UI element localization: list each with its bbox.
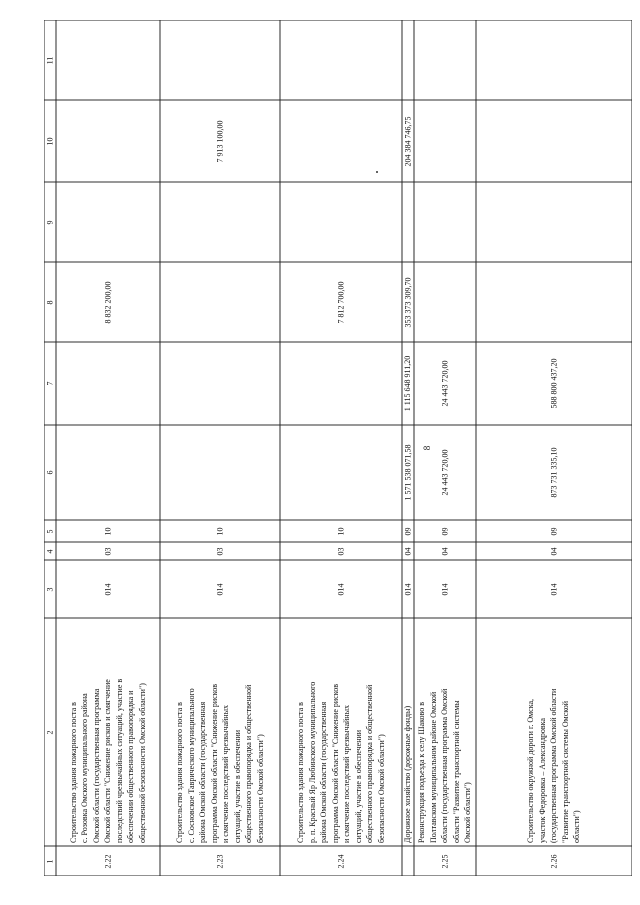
cell-c6: [402, 425, 414, 520]
cell-c7: [476, 342, 632, 425]
row-number-text: 2.26: [549, 854, 559, 868]
cell-c5-text: 10: [103, 527, 113, 535]
row-number-text: 2.24: [336, 854, 346, 868]
cell-c8: [56, 262, 160, 342]
cell-c10: [160, 100, 280, 182]
cell-c5: [476, 520, 632, 542]
cell-c3: [280, 560, 402, 618]
cell-c10-text: 7 913 100,00: [215, 120, 225, 162]
header-col-2: [44, 618, 56, 846]
cell-c4-text: 03: [336, 547, 346, 555]
header-col-5: [44, 520, 56, 542]
cell-c4: [476, 542, 632, 560]
cell-c4-text: 03: [215, 547, 225, 555]
header-col-8: [44, 262, 56, 342]
header-col-10-text: 10: [45, 137, 55, 145]
row-description: [282, 621, 400, 843]
header-col-9: [44, 182, 56, 262]
cell-c3-text: 014: [215, 583, 225, 595]
row-number: [160, 846, 280, 876]
row-description: [416, 621, 474, 843]
cell-c4: [56, 542, 160, 560]
budget-table: [44, 20, 632, 876]
header-col-3-text: 3: [45, 587, 55, 591]
cell-c3: [402, 560, 414, 618]
cell-c3-text: 014: [336, 583, 346, 595]
cell-c7-text: 24 443 720,00: [440, 360, 450, 407]
header-col-4-text: 4: [45, 549, 55, 553]
row-number: [414, 846, 476, 876]
cell-c4: [280, 542, 402, 560]
row-description-text: Строительство здания пожарного поста в р. п. Красный Яр Любинского муниципального района Омской области (государственная программа Омской области "Снижение рисков и смягчение последствий чрезвычайных ситуаций, участие в обеспечении общественного правопорядка и общественной безопасности Омской области"): [296, 681, 386, 843]
header-col-11-text: 11: [45, 56, 55, 64]
header-col-1: [44, 846, 56, 876]
cell-c5-text: 09: [403, 527, 413, 535]
cell-c6: [476, 425, 632, 520]
cell-c8-text: 8 832 200,00: [103, 281, 113, 323]
header-col-7-text: 7: [45, 381, 55, 386]
row-number: [56, 846, 160, 876]
cell-c3: [414, 560, 476, 618]
header-col-5-text: 5: [45, 529, 55, 533]
cell-c7: [402, 342, 414, 425]
cell-c4-text: 04: [549, 547, 559, 555]
row-description: [162, 621, 278, 843]
cell-c10: [402, 100, 414, 182]
header-col-2-text: 2: [45, 730, 55, 734]
cell-c7-text: 588 800 437,20: [549, 358, 559, 409]
header-col-11: [44, 20, 56, 100]
cell-c7: [414, 342, 476, 425]
row-number-text: 2.25: [440, 854, 450, 868]
cell-c6-text: 1 571 538 071,58: [403, 444, 413, 501]
cell-c3-text: 014: [440, 583, 450, 595]
cell-c5: [160, 520, 280, 542]
cell-c5-text: 10: [336, 527, 346, 535]
row-description-text: Строительство окружной дороги г. Омска, участок Федоровка – Александровка (государственная программа Омской области "Развитие транспортной системы Омской области"): [526, 688, 582, 843]
cell-c10-text: 204 384 746,75: [403, 116, 413, 166]
cell-c4-text: 03: [103, 547, 113, 555]
cell-c5: [414, 520, 476, 542]
cell-c5-text: 09: [549, 527, 559, 535]
header-col-10: [44, 100, 56, 182]
cell-c6-text: 873 731 335,10: [549, 447, 559, 498]
cell-c3-text: 014: [403, 583, 413, 595]
row-description: [58, 621, 158, 843]
header-col-4: [44, 542, 56, 560]
cell-c4: [414, 542, 476, 560]
row-description-text: Реконструкция подъезда к селу Шаково в Полтавском муниципальном районе Омской области (государственная программа Омской области "Развитие транспортной системы Омской области"): [417, 688, 473, 843]
header-col-6: [44, 425, 56, 520]
cell-c3: [476, 560, 632, 618]
header-col-9-text: 9: [45, 220, 55, 224]
row-description-text: Дорожное хозяйство (дорожные фонды): [403, 705, 413, 843]
row-number-text: 2.23: [215, 854, 225, 868]
scan-speck: [376, 171, 378, 173]
row-number: [476, 846, 632, 876]
row-number: [280, 846, 402, 876]
cell-c5: [402, 520, 414, 542]
row-description: [404, 621, 412, 843]
cell-c3-text: 014: [103, 583, 113, 595]
cell-c4: [160, 542, 280, 560]
cell-c5-text: 09: [440, 527, 450, 535]
cell-c3: [160, 560, 280, 618]
row-description-text: Строительство здания пожарного поста в с. Розовка Омского муниципального района Омской области (государственная программа Омской области "Снижение рисков и смягчение последствий чрезвычайных ситуаций, участие в обеспечении общественного правопорядка и общественной безопасности Омской области"): [68, 678, 147, 843]
cell-c7-text: 1 115 648 911,20: [403, 355, 413, 412]
cell-c8-text: 7 812 700,00: [336, 281, 346, 323]
cell-c6-text: 24 443 720,00: [440, 449, 450, 496]
cell-c3: [56, 560, 160, 618]
header-col-1-text: 1: [45, 859, 55, 863]
cell-c8-text: 353 373 309,70: [403, 277, 413, 327]
header-col-3: [44, 560, 56, 618]
cell-c8: [402, 262, 414, 342]
row-description-text: Строительство здания пожарного поста в с. Сосновское Таврического муниципального района Омской области (государственная программа Омской области "Снижение рисков и смягчение последствий чрезвычайных ситуаций, участие в обеспечении общественного правопорядка и общественной безопасности Омской области"): [175, 684, 265, 843]
cell-c6: [414, 425, 476, 520]
header-col-6-text: 6: [45, 470, 55, 475]
cell-c4-text: 04: [403, 547, 413, 555]
cell-c5-text: 10: [215, 527, 225, 535]
header-col-8-text: 8: [45, 300, 55, 304]
cell-c3-text: 014: [549, 583, 559, 595]
cell-c4: [402, 542, 414, 560]
cell-c5: [56, 520, 160, 542]
cell-c4-text: 04: [440, 547, 450, 555]
row-description: [478, 621, 630, 843]
header-col-7: [44, 342, 56, 425]
row-number-text: 2.22: [103, 854, 113, 868]
cell-c5: [280, 520, 402, 542]
cell-c8: [280, 262, 402, 342]
page-number: 8: [422, 445, 432, 451]
